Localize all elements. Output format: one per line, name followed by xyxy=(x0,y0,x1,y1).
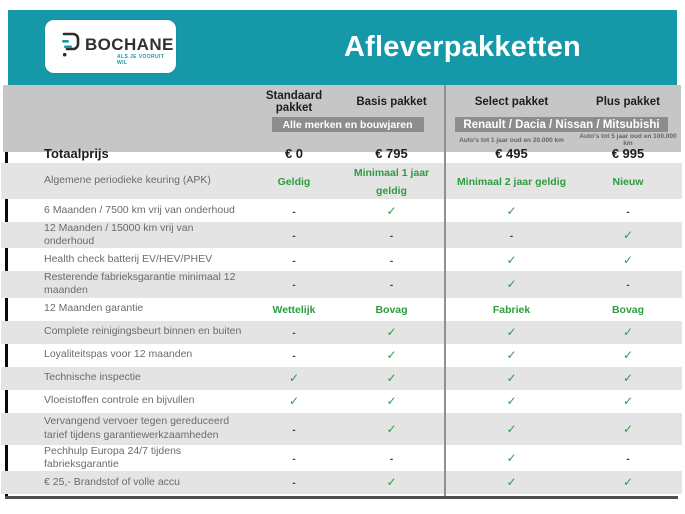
total-price-select: € 495 xyxy=(495,146,528,161)
dash-icon: - xyxy=(389,231,394,243)
feature-row xyxy=(8,298,678,321)
check-icon: ✓ xyxy=(386,371,397,385)
check-icon: ✓ xyxy=(506,348,517,362)
check-icon: ✓ xyxy=(386,394,397,408)
feature-value xyxy=(250,420,338,438)
feature-value-text: Geldig xyxy=(277,176,311,188)
feature-value xyxy=(445,323,578,341)
feature-value xyxy=(578,251,678,269)
feature-value xyxy=(338,251,445,269)
feature-value xyxy=(578,226,678,244)
dash-icon: - xyxy=(292,280,296,292)
package-notes-row xyxy=(8,133,681,145)
check-icon: ✓ xyxy=(386,421,397,436)
bochane-logo-icon xyxy=(58,30,82,67)
feature-value-text: Bovag xyxy=(611,304,645,316)
feature-row xyxy=(8,321,678,344)
dash-icon: - xyxy=(626,280,630,292)
check-icon: ✓ xyxy=(506,325,517,339)
feature-label: Vervangend vervoer tegen gereduceerd tarief tijdens garantiewerkzaamheden xyxy=(44,415,230,441)
check-icon: ✓ xyxy=(506,203,517,218)
feature-row xyxy=(8,344,678,367)
feature-value-text: Fabriek xyxy=(492,304,531,316)
feature-label: € 25,- Brandstof of volle accu xyxy=(44,475,180,488)
feature-value xyxy=(445,172,578,190)
feature-label: Loyaliteitspas voor 12 maanden xyxy=(44,348,193,361)
feature-value-text: Minimaal 1 jaar geldig xyxy=(353,167,430,197)
feature-value xyxy=(338,346,445,364)
feature-value xyxy=(445,251,578,269)
dash-icon: - xyxy=(292,206,296,218)
feature-value xyxy=(250,323,338,341)
check-icon: ✓ xyxy=(622,252,634,267)
feature-row xyxy=(8,222,678,248)
check-icon: ✓ xyxy=(622,371,634,385)
feature-value xyxy=(445,420,578,438)
feature-label: 12 Maanden / 15000 km vrij van onderhoud xyxy=(44,222,194,248)
check-icon: ✓ xyxy=(386,325,397,339)
check-icon: ✓ xyxy=(506,394,517,408)
feature-label: Technische inspectie xyxy=(44,371,141,384)
check-icon: ✓ xyxy=(506,421,517,436)
check-icon: ✓ xyxy=(622,475,634,490)
feature-value xyxy=(338,323,445,341)
feature-value xyxy=(578,420,678,438)
feature-value xyxy=(578,392,678,410)
dash-icon: - xyxy=(626,453,630,465)
package-name-basis: Basis pakket xyxy=(356,96,427,108)
package-note-plus: Auto's tot 5 jaar oud en 100.000 km xyxy=(579,133,677,147)
feature-row xyxy=(8,199,678,222)
feature-label: Complete reinigingsbeurt binnen en buiten xyxy=(44,325,242,338)
spacer-row xyxy=(8,152,678,163)
dash-icon: - xyxy=(292,231,296,243)
feature-label: Resterende fabrieksgarantie minimaal 12 maanden xyxy=(44,271,236,297)
feature-value xyxy=(250,392,338,410)
dash-icon: - xyxy=(389,255,394,267)
feature-label: Pechhulp Europa 24/7 tijdens fabrieksgarantie xyxy=(44,444,182,470)
feature-value xyxy=(578,473,678,491)
feature-value xyxy=(578,300,678,318)
total-price-standaard: € 0 xyxy=(284,146,304,161)
header-banner xyxy=(8,10,677,85)
feature-value xyxy=(445,226,578,244)
check-icon: ✓ xyxy=(622,421,634,436)
feature-value xyxy=(338,202,445,220)
dash-icon: - xyxy=(389,453,394,465)
feature-value xyxy=(578,323,678,341)
dash-icon: - xyxy=(292,255,296,267)
badge-brands: Renault / Dacia / Nissan / Mitsubishi xyxy=(455,117,668,132)
feature-value xyxy=(250,226,338,244)
dash-icon: - xyxy=(292,424,296,436)
feature-value xyxy=(338,420,445,438)
feature-label: Vloeistoffen controle en bijvullen xyxy=(44,394,195,407)
feature-value xyxy=(445,392,578,410)
feature-value xyxy=(578,346,678,364)
feature-row xyxy=(8,163,678,199)
dash-icon: - xyxy=(292,351,296,362)
feature-value-text: Wettelijk xyxy=(272,304,316,316)
dash-icon: - xyxy=(509,231,514,243)
check-icon: ✓ xyxy=(506,450,517,465)
feature-value xyxy=(338,392,445,410)
total-price-label: Totaalprijs xyxy=(44,146,109,161)
table-bottom-border xyxy=(5,496,678,499)
total-price-plus: € 995 xyxy=(611,146,645,161)
feature-row xyxy=(8,248,678,271)
feature-value xyxy=(250,473,338,491)
total-price-basis: € 795 xyxy=(375,146,408,161)
feature-value xyxy=(250,369,338,387)
dash-icon: - xyxy=(389,280,394,292)
feature-row xyxy=(8,367,678,390)
package-group-badges-row xyxy=(8,117,681,132)
feature-value xyxy=(578,449,678,467)
feature-value xyxy=(578,369,678,387)
package-name-plus: Plus pakket xyxy=(596,96,660,108)
feature-value-text: Nieuw xyxy=(612,176,644,188)
feature-value xyxy=(338,449,445,467)
check-icon: ✓ xyxy=(506,252,517,267)
package-name-select: Select pakket xyxy=(474,96,549,108)
check-icon: ✓ xyxy=(506,475,517,490)
check-icon: ✓ xyxy=(288,394,300,408)
feature-value xyxy=(445,473,578,491)
feature-label: Algemene periodieke keuring (APK) xyxy=(44,174,211,187)
feature-value-text: Bovag xyxy=(375,304,408,316)
feature-label: Health check batterij EV/HEV/PHEV xyxy=(44,253,213,266)
feature-value-text: Minimaal 2 jaar geldig xyxy=(456,176,567,188)
badge-alle-merken: Alle merken en bouwjaren xyxy=(272,117,424,132)
bochane-logo-tagline: ALS JE VOORUIT WIL xyxy=(117,54,165,66)
feature-row xyxy=(8,271,678,297)
features-table xyxy=(8,152,678,514)
dash-icon: - xyxy=(292,453,296,465)
page-title: Afleverpakketten xyxy=(344,31,581,63)
check-icon: ✓ xyxy=(622,228,634,243)
check-icon: ✓ xyxy=(386,203,397,218)
check-icon: ✓ xyxy=(506,277,517,292)
feature-value xyxy=(250,202,338,220)
package-note-select: Auto's tot 1 jaar oud en 20.000 km xyxy=(459,136,564,144)
dash-icon: - xyxy=(626,206,630,218)
check-icon: ✓ xyxy=(386,348,397,362)
dash-icon: - xyxy=(292,478,296,490)
feature-value xyxy=(338,226,445,244)
dash-icon: - xyxy=(292,328,296,339)
feature-value xyxy=(250,275,338,293)
feature-row xyxy=(8,445,678,471)
feature-value xyxy=(445,202,578,220)
check-icon: ✓ xyxy=(506,371,517,385)
feature-row xyxy=(8,413,678,445)
feature-value xyxy=(445,275,578,293)
check-icon: ✓ xyxy=(386,475,397,490)
bochane-logo-text: BOCHANE xyxy=(85,35,174,54)
feature-value xyxy=(445,369,578,387)
package-names-row xyxy=(8,85,681,114)
check-icon: ✓ xyxy=(622,348,634,362)
feature-value xyxy=(250,346,338,364)
column-divider xyxy=(444,85,446,497)
feature-value xyxy=(578,275,678,293)
feature-value xyxy=(338,163,445,199)
feature-value xyxy=(578,202,678,220)
check-icon: ✓ xyxy=(622,325,634,339)
feature-value xyxy=(250,251,338,269)
bochane-logo xyxy=(45,20,176,73)
packages-header-band xyxy=(3,85,681,161)
feature-value xyxy=(445,346,578,364)
feature-value xyxy=(338,300,445,318)
feature-value xyxy=(445,300,578,318)
feature-value xyxy=(445,449,578,467)
check-icon: ✓ xyxy=(622,394,634,408)
feature-value xyxy=(338,473,445,491)
feature-value xyxy=(250,300,338,318)
feature-value xyxy=(250,172,338,190)
feature-row xyxy=(8,390,678,413)
feature-label: 6 Maanden / 7500 km vrij van onderhoud xyxy=(44,203,235,216)
package-name-standaard: Standaard pakket xyxy=(265,90,323,114)
feature-value xyxy=(578,172,678,190)
feature-label: 12 Maanden garantie xyxy=(44,302,144,315)
feature-value xyxy=(338,275,445,293)
feature-value xyxy=(338,369,445,387)
feature-row xyxy=(8,471,678,494)
check-icon: ✓ xyxy=(288,371,300,385)
feature-value xyxy=(250,449,338,467)
